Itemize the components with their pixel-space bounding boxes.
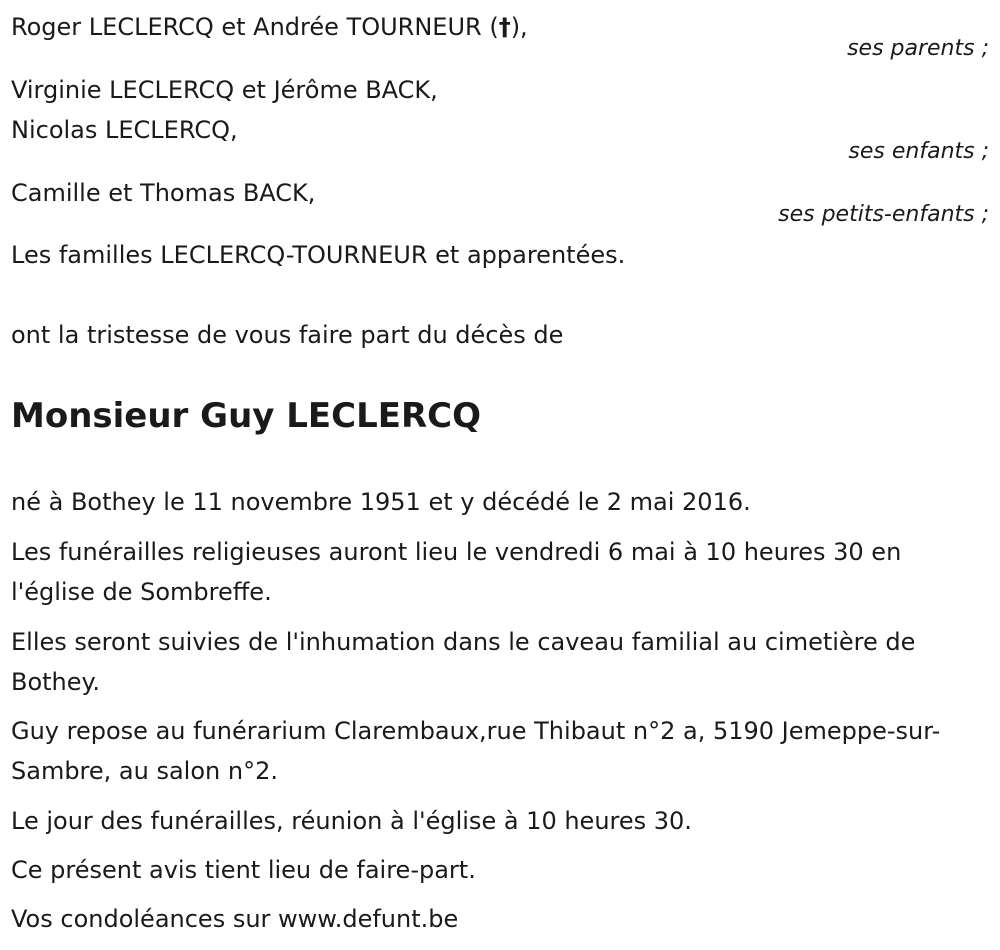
deceased-name: Monsieur Guy LECLERCQ: [11, 396, 482, 436]
meeting-paragraph: Le jour des funérailles, réunion à l'église à 10 heures 30.: [11, 807, 692, 835]
parents-text-end: ),: [510, 13, 528, 41]
child-line-2: Nicolas LECLERCQ,: [11, 116, 238, 144]
funeral-paragraph: Les funérailles religieuses auront lieu le vendredi 6 mai à 10 heures 30 en l'église de Sombreffe.: [11, 538, 902, 606]
children-role: ses enfants ;: [848, 139, 989, 164]
grandchildren-line: Camille et Thomas BACK,: [11, 179, 316, 207]
parents-text: Roger LECLERCQ et Andrée TOURNEUR (: [11, 13, 499, 41]
funerarium-paragraph: Guy repose au funérarium Clarembaux,rue Thibaut n°2 a, 5190 Jemeppe-sur-Sambre, au salon n°2.: [11, 717, 941, 785]
announcement-text: ont la tristesse de vous faire part du décès de: [11, 321, 564, 349]
parents-role: ses parents ;: [847, 36, 989, 61]
families-line: Les familles LECLERCQ-TOURNEUR et apparentées.: [11, 241, 626, 269]
birth-death-paragraph: né à Bothey le 11 novembre 1951 et y décédé le 2 mai 2016.: [11, 488, 751, 516]
cross-icon: †: [498, 13, 511, 41]
grandchildren-role: ses petits-enfants ;: [778, 202, 989, 227]
child-line-1: Virginie LECLERCQ et Jérôme BACK,: [11, 76, 438, 104]
condolences-paragraph: Vos condoléances sur www.defunt.be: [11, 905, 459, 933]
notice-paragraph: Ce présent avis tient lieu de faire-part.: [11, 856, 476, 884]
parents-line: [11, 12, 528, 42]
burial-paragraph: Elles seront suivies de l'inhumation dans le caveau familial au cimetière de Bothey.: [11, 628, 916, 696]
